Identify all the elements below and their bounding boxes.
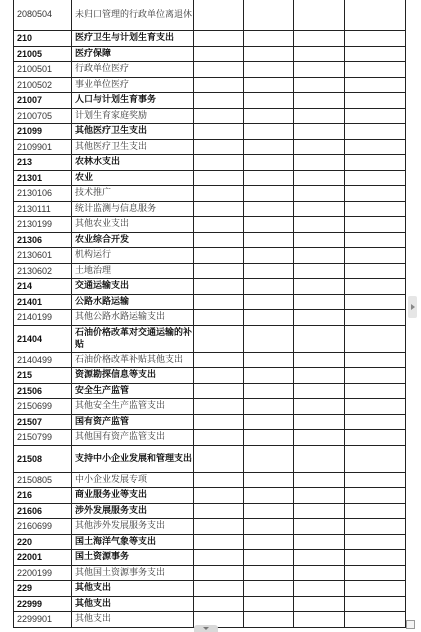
table-row [14, 155, 406, 171]
amount-cell [244, 124, 294, 140]
table-row [14, 414, 406, 430]
code-cell: 2140499 [14, 352, 72, 368]
table-row [14, 534, 406, 550]
amount-cell [345, 279, 406, 295]
code-cell: 2080504 [14, 0, 72, 31]
name-cell: 国土海洋气象等支出 [72, 534, 194, 550]
name-cell: 其他医疗卫生支出 [72, 139, 194, 155]
amount-cell [345, 186, 406, 202]
amount-cell [294, 368, 345, 384]
amount-cell [244, 325, 294, 352]
name-cell: 交通运输支出 [72, 279, 194, 295]
amount-cell [294, 232, 345, 248]
table-row [14, 217, 406, 233]
name-cell: 其他涉外发展服务支出 [72, 519, 194, 535]
amount-cell [244, 93, 294, 109]
page-corner-icon[interactable] [406, 620, 415, 629]
code-cell: 21007 [14, 93, 72, 109]
name-cell: 其他农业支出 [72, 217, 194, 233]
table-row [14, 170, 406, 186]
name-cell: 商业服务业等支出 [72, 488, 194, 504]
table-row [14, 294, 406, 310]
amount-cell [244, 565, 294, 581]
table-row [14, 108, 406, 124]
amount-cell [345, 399, 406, 415]
name-cell: 其他支出 [72, 581, 194, 597]
code-cell: 21508 [14, 445, 72, 472]
amount-cell [244, 77, 294, 93]
amount-cell [345, 519, 406, 535]
amount-cell [294, 46, 345, 62]
amount-cell [194, 186, 244, 202]
amount-cell [194, 248, 244, 264]
amount-cell [294, 612, 345, 628]
name-cell: 石油价格改革对交通运输的补贴 [72, 325, 194, 352]
amount-cell [244, 31, 294, 47]
code-cell: 2150805 [14, 472, 72, 488]
amount-cell [345, 248, 406, 264]
table-row [14, 430, 406, 446]
name-cell: 医疗卫生与计划生育支出 [72, 31, 194, 47]
code-cell: 215 [14, 368, 72, 384]
table-row [14, 550, 406, 566]
code-cell: 2100501 [14, 62, 72, 78]
table-row [14, 31, 406, 47]
name-cell: 其他支出 [72, 596, 194, 612]
amount-cell [194, 472, 244, 488]
amount-cell [345, 170, 406, 186]
amount-cell [294, 414, 345, 430]
amount-cell [194, 310, 244, 326]
amount-cell [294, 581, 345, 597]
name-cell: 行政单位医疗 [72, 62, 194, 78]
amount-cell [294, 248, 345, 264]
table-row [14, 519, 406, 535]
amount-cell [294, 294, 345, 310]
table-row [14, 368, 406, 384]
table-row [14, 248, 406, 264]
name-cell: 医疗保障 [72, 46, 194, 62]
amount-cell [244, 352, 294, 368]
name-cell: 国有资产监管 [72, 414, 194, 430]
amount-cell [194, 534, 244, 550]
amount-cell [244, 232, 294, 248]
amount-cell [345, 124, 406, 140]
amount-cell [294, 108, 345, 124]
table-row [14, 352, 406, 368]
name-cell: 未归口管理的行政单位离退休 [72, 0, 194, 31]
amount-cell [194, 93, 244, 109]
code-cell: 2150799 [14, 430, 72, 446]
name-cell: 其他支出 [72, 612, 194, 628]
amount-cell [345, 263, 406, 279]
amount-cell [345, 352, 406, 368]
code-cell: 216 [14, 488, 72, 504]
amount-cell [244, 414, 294, 430]
amount-cell [194, 430, 244, 446]
code-cell: 2100502 [14, 77, 72, 93]
amount-cell [244, 62, 294, 78]
code-cell: 21401 [14, 294, 72, 310]
amount-cell [345, 414, 406, 430]
amount-cell [194, 565, 244, 581]
amount-cell [194, 383, 244, 399]
name-cell: 机构运行 [72, 248, 194, 264]
name-cell: 其他公路水路运输支出 [72, 310, 194, 326]
amount-cell [244, 612, 294, 628]
amount-cell [194, 263, 244, 279]
code-cell: 21606 [14, 503, 72, 519]
table-row [14, 201, 406, 217]
amount-cell [244, 310, 294, 326]
name-cell: 支持中小企业发展和管理支出 [72, 445, 194, 472]
amount-cell [194, 170, 244, 186]
code-cell: 21099 [14, 124, 72, 140]
code-cell: 229 [14, 581, 72, 597]
code-cell: 2200199 [14, 565, 72, 581]
amount-cell [194, 108, 244, 124]
name-cell: 计划生育家庭奖励 [72, 108, 194, 124]
code-cell: 2109901 [14, 139, 72, 155]
code-cell: 210 [14, 31, 72, 47]
name-cell: 农业综合开发 [72, 232, 194, 248]
amount-cell [294, 383, 345, 399]
amount-cell [244, 581, 294, 597]
amount-cell [194, 399, 244, 415]
amount-cell [345, 31, 406, 47]
amount-cell [194, 414, 244, 430]
amount-cell [244, 170, 294, 186]
amount-cell [194, 352, 244, 368]
amount-cell [294, 352, 345, 368]
name-cell: 土地治理 [72, 263, 194, 279]
code-cell: 21506 [14, 383, 72, 399]
table-row [14, 581, 406, 597]
name-cell: 中小企业发展专项 [72, 472, 194, 488]
code-cell: 2299901 [14, 612, 72, 628]
amount-cell [194, 124, 244, 140]
amount-cell [244, 217, 294, 233]
amount-cell [294, 565, 345, 581]
amount-cell [194, 294, 244, 310]
amount-cell [345, 310, 406, 326]
amount-cell [194, 445, 244, 472]
name-cell: 资源勘探信息等支出 [72, 368, 194, 384]
amount-cell [244, 139, 294, 155]
amount-cell [294, 534, 345, 550]
table-row [14, 46, 406, 62]
amount-cell [345, 612, 406, 628]
code-cell: 2130602 [14, 263, 72, 279]
table-row [14, 263, 406, 279]
name-cell: 其他医疗卫生支出 [72, 124, 194, 140]
amount-cell [345, 0, 406, 31]
code-cell: 21005 [14, 46, 72, 62]
code-cell: 22999 [14, 596, 72, 612]
amount-cell [294, 488, 345, 504]
amount-cell [194, 596, 244, 612]
amount-cell [294, 279, 345, 295]
amount-cell [345, 139, 406, 155]
code-cell: 2140199 [14, 310, 72, 326]
amount-cell [294, 596, 345, 612]
name-cell: 农业 [72, 170, 194, 186]
amount-cell [244, 503, 294, 519]
table-row [14, 596, 406, 612]
amount-cell [244, 46, 294, 62]
amount-cell [294, 124, 345, 140]
amount-cell [294, 155, 345, 171]
amount-cell [345, 488, 406, 504]
table-row [14, 472, 406, 488]
table-row [14, 325, 406, 352]
amount-cell [244, 488, 294, 504]
amount-cell [345, 155, 406, 171]
amount-cell [244, 155, 294, 171]
code-cell: 2160699 [14, 519, 72, 535]
chevron-down-icon[interactable] [194, 625, 218, 632]
table-row [14, 399, 406, 415]
amount-cell [345, 232, 406, 248]
amount-cell [345, 430, 406, 446]
amount-cell [194, 31, 244, 47]
name-cell: 农林水支出 [72, 155, 194, 171]
table-row [14, 488, 406, 504]
code-cell: 2130601 [14, 248, 72, 264]
table-body [14, 0, 406, 627]
amount-cell [194, 279, 244, 295]
amount-cell [294, 62, 345, 78]
amount-cell [244, 472, 294, 488]
amount-cell [294, 31, 345, 47]
table-row [14, 503, 406, 519]
table-row [14, 279, 406, 295]
amount-cell [244, 399, 294, 415]
code-cell: 2130111 [14, 201, 72, 217]
amount-cell [244, 279, 294, 295]
code-cell: 2100705 [14, 108, 72, 124]
amount-cell [345, 62, 406, 78]
amount-cell [244, 550, 294, 566]
code-cell: 2150699 [14, 399, 72, 415]
table-row [14, 124, 406, 140]
amount-cell [294, 503, 345, 519]
code-cell: 2130199 [14, 217, 72, 233]
name-cell: 其他国有资产监管支出 [72, 430, 194, 446]
amount-cell [345, 368, 406, 384]
amount-cell [194, 519, 244, 535]
amount-cell [244, 0, 294, 31]
name-cell: 事业单位医疗 [72, 77, 194, 93]
amount-cell [244, 108, 294, 124]
code-cell: 220 [14, 534, 72, 550]
amount-cell [244, 383, 294, 399]
amount-cell [294, 0, 345, 31]
amount-cell [294, 325, 345, 352]
amount-cell [194, 155, 244, 171]
amount-cell [244, 248, 294, 264]
table-row [14, 139, 406, 155]
amount-cell [345, 472, 406, 488]
amount-cell [194, 488, 244, 504]
amount-cell [244, 534, 294, 550]
name-cell: 石油价格改革补贴其他支出 [72, 352, 194, 368]
amount-cell [194, 581, 244, 597]
amount-cell [294, 263, 345, 279]
table-row [14, 93, 406, 109]
amount-cell [194, 201, 244, 217]
amount-cell [244, 201, 294, 217]
amount-cell [345, 325, 406, 352]
code-cell: 21404 [14, 325, 72, 352]
amount-cell [345, 93, 406, 109]
amount-cell [345, 550, 406, 566]
code-cell: 22001 [14, 550, 72, 566]
chevron-right-icon[interactable] [408, 296, 417, 318]
amount-cell [194, 232, 244, 248]
amount-cell [294, 217, 345, 233]
code-cell: 213 [14, 155, 72, 171]
amount-cell [294, 186, 345, 202]
amount-cell [345, 503, 406, 519]
code-cell: 214 [14, 279, 72, 295]
amount-cell [194, 0, 244, 31]
amount-cell [244, 368, 294, 384]
amount-cell [294, 399, 345, 415]
amount-cell [345, 581, 406, 597]
table-row [14, 232, 406, 248]
amount-cell [294, 201, 345, 217]
name-cell: 其他国土资源事务支出 [72, 565, 194, 581]
amount-cell [294, 445, 345, 472]
amount-cell [244, 430, 294, 446]
amount-cell [345, 294, 406, 310]
table-row [14, 383, 406, 399]
amount-cell [244, 263, 294, 279]
name-cell: 人口与计划生育事务 [72, 93, 194, 109]
amount-cell [194, 46, 244, 62]
amount-cell [244, 596, 294, 612]
table-row [14, 310, 406, 326]
amount-cell [194, 550, 244, 566]
amount-cell [345, 108, 406, 124]
table-row [14, 445, 406, 472]
table-row [14, 62, 406, 78]
amount-cell [345, 77, 406, 93]
amount-cell [194, 325, 244, 352]
amount-cell [194, 77, 244, 93]
amount-cell [345, 534, 406, 550]
code-cell: 21507 [14, 414, 72, 430]
amount-cell [194, 139, 244, 155]
amount-cell [294, 310, 345, 326]
name-cell: 涉外发展服务支出 [72, 503, 194, 519]
name-cell: 其他安全生产监管支出 [72, 399, 194, 415]
name-cell: 统计监测与信息服务 [72, 201, 194, 217]
amount-cell [294, 170, 345, 186]
amount-cell [294, 550, 345, 566]
name-cell: 公路水路运输 [72, 294, 194, 310]
amount-cell [345, 201, 406, 217]
amount-cell [244, 294, 294, 310]
name-cell: 安全生产监管 [72, 383, 194, 399]
amount-cell [345, 383, 406, 399]
table-row [14, 186, 406, 202]
amount-cell [294, 519, 345, 535]
name-cell: 国土资源事务 [72, 550, 194, 566]
amount-cell [194, 368, 244, 384]
amount-cell [194, 503, 244, 519]
amount-cell [294, 139, 345, 155]
amount-cell [244, 519, 294, 535]
amount-cell [294, 77, 345, 93]
amount-cell [244, 445, 294, 472]
table-row [14, 77, 406, 93]
amount-cell [294, 93, 345, 109]
amount-cell [345, 445, 406, 472]
amount-cell [345, 596, 406, 612]
name-cell: 技术推广 [72, 186, 194, 202]
table-row [14, 565, 406, 581]
code-cell: 21301 [14, 170, 72, 186]
table-row [14, 0, 406, 31]
amount-cell [345, 46, 406, 62]
expenditure-table [13, 0, 406, 628]
amount-cell [194, 62, 244, 78]
amount-cell [345, 217, 406, 233]
amount-cell [345, 565, 406, 581]
amount-cell [244, 186, 294, 202]
amount-cell [294, 472, 345, 488]
amount-cell [194, 217, 244, 233]
code-cell: 21306 [14, 232, 72, 248]
amount-cell [294, 430, 345, 446]
code-cell: 2130106 [14, 186, 72, 202]
